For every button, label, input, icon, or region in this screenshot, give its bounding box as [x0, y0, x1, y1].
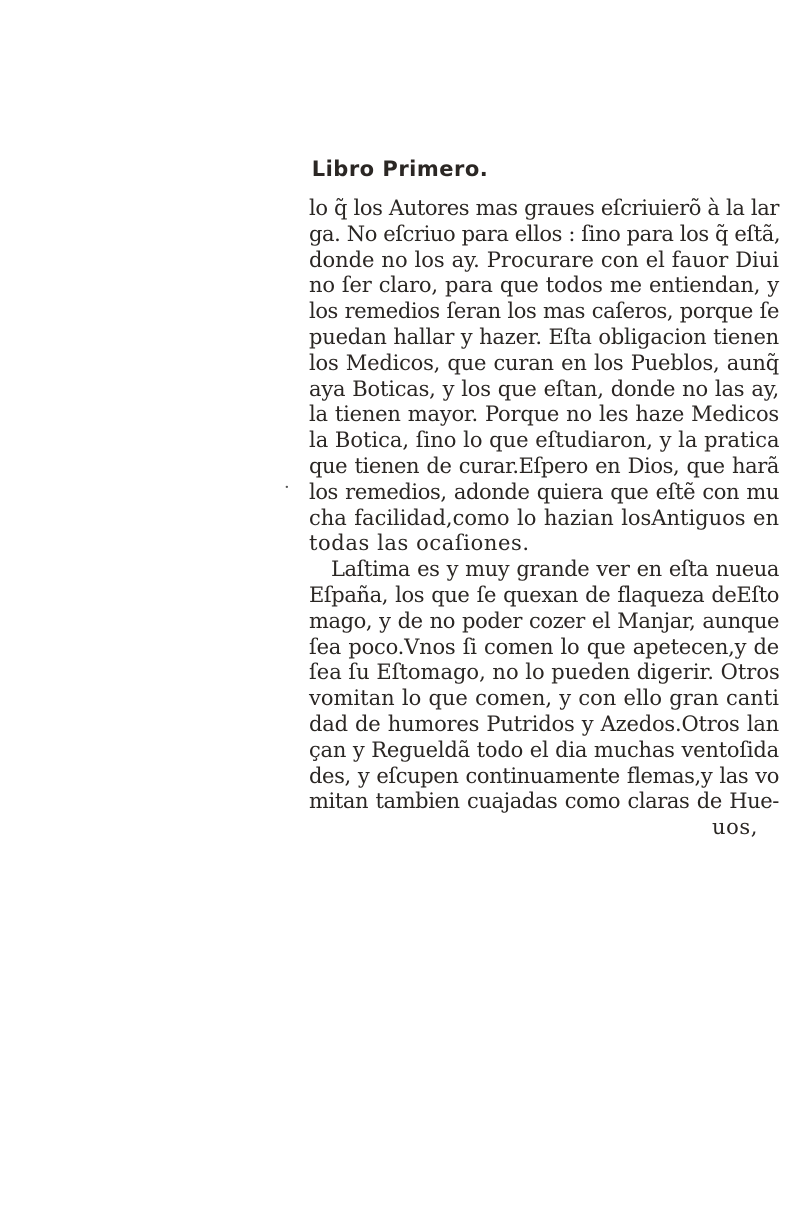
text-line: dad de humores Putridos y Azedos.Otros lan	[309, 711, 779, 736]
text-line: que tienen de curar.Eſpero en Dios, que harã	[309, 453, 779, 478]
text-line: ſea poco.Vnos ſi comen lo que apetecen,y de	[309, 634, 779, 659]
text-line: ſea ſu Eſtomago, no lo pueden digerir. Otros	[309, 660, 780, 685]
text-line: no ſer claro, para que todos me entiendan, y	[309, 273, 779, 298]
text-line: puedan hallar y hazer. Eſta obligacion tienen	[309, 324, 779, 349]
text-line: lo q̃ los Autores mas graues eſcriuierõ à la lar	[309, 196, 779, 220]
text-line: Eſpaña, los que ſe quexan de flaqueza deEſto	[309, 582, 779, 607]
text-line: Laſtima es y muy grande ver en eſta nueua	[331, 557, 779, 582]
text-line: ga. No eſcriuo para ellos : ſino para los q̃ eſtã,	[309, 221, 781, 246]
text-line: todas las ocaſiones.	[309, 531, 530, 556]
body-text	[309, 196, 779, 841]
text-line: çan y Regueldã todo el dia muchas ventoſida	[309, 737, 779, 762]
catchword: uos,	[711, 815, 758, 840]
text-line: mitan tambien cuajadas como claras de Hue-	[309, 789, 779, 814]
text-line: cha facilidad,como lo hazian losAntiguos en	[309, 505, 779, 530]
margin-mark: ·	[284, 477, 290, 498]
text-line: vomitan lo que comen, y con ello gran canti	[309, 686, 779, 711]
text-line: los remedios ſeran los mas caſeros, porque ſe	[309, 299, 779, 324]
text-line: los remedios, adonde quiera que eſtẽ con mu	[309, 479, 779, 504]
text-line: donde no los ay. Procurare con el fauor Diui	[309, 247, 779, 272]
running-head: Libro Primero.	[311, 157, 489, 181]
text-line: des, y eſcupen continuamente flemas,y las vo	[309, 763, 779, 788]
text-line: la tienen mayor. Porque no les haze Medicos	[309, 402, 779, 427]
text-line: la Botica, ſino lo que eſtudiaron, y la pratica	[309, 428, 780, 453]
text-line: aya Boticas, y los que eſtan, donde no las ay,	[309, 376, 779, 401]
text-line: los Medicos, que curan en los Pueblos, aunq̃	[309, 350, 779, 375]
text-line: mago, y de no poder cozer el Manjar, aunque	[309, 608, 779, 633]
